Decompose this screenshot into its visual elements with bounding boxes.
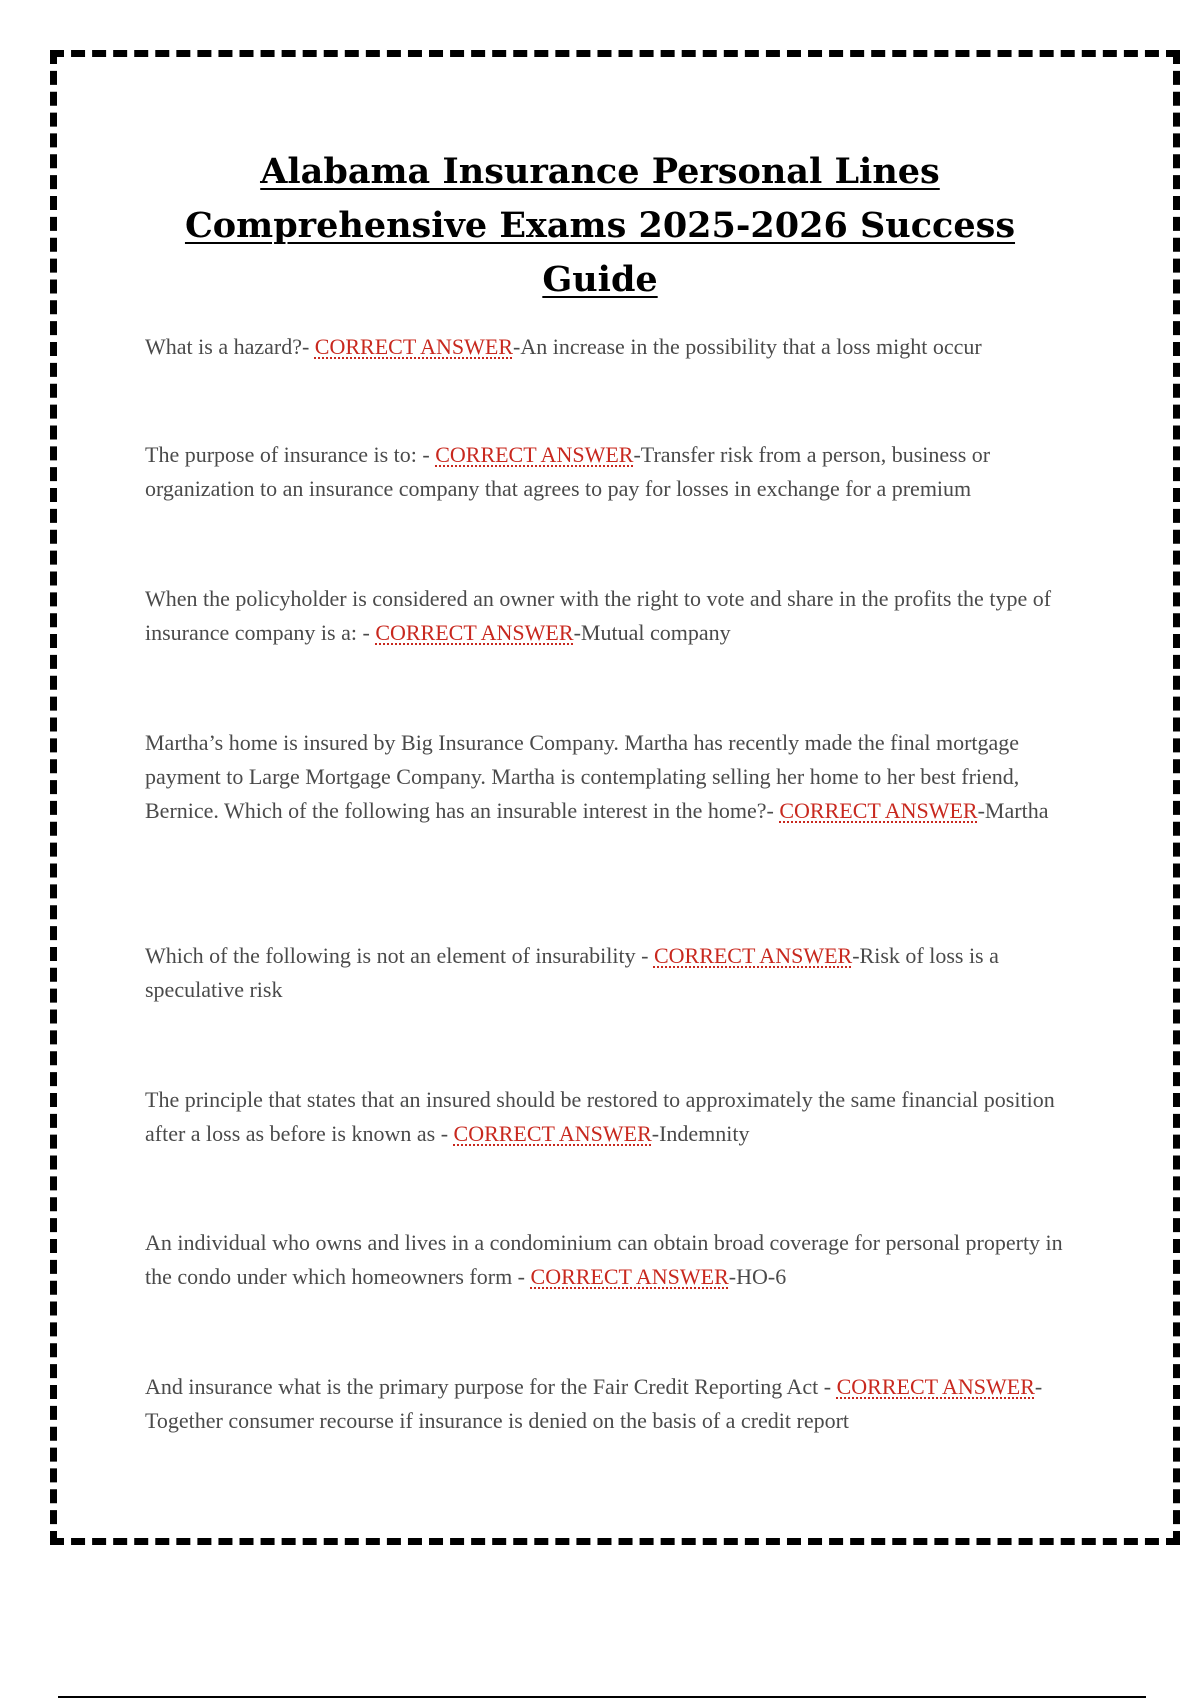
answer-text: -Mutual company bbox=[573, 620, 731, 645]
question-text: Which of the following is not an element of insurability - bbox=[145, 943, 654, 968]
question-text: Martha’s home is insured by Big Insurance Company. Martha has recently made the final mortgage payment to Large Mortgage Company. Martha is contemplating selling her home to her best friend, Bernice. Which of the following has an insurable interest in the home?- bbox=[145, 730, 1020, 823]
correct-answer-marker: CORRECT ANSWER bbox=[653, 943, 853, 968]
correct-answer-marker: CORRECT ANSWER bbox=[435, 442, 634, 467]
question-text: What is a hazard?- bbox=[145, 334, 315, 359]
question-text: When the policyholder is considered an owner with the right to vote and share in the profits the type of insurance company is a: - bbox=[145, 586, 1052, 645]
correct-answer-marker: CORRECT ANSWER bbox=[453, 1121, 652, 1146]
answer-text: -Transfer risk from a person, business or organization to an insurance company that agrees to pay for losses in exchange for a premium bbox=[145, 442, 991, 501]
answer-text: -Martha bbox=[977, 798, 1049, 823]
answer-text: -Together consumer recourse if insurance is denied on the basis of a credit report bbox=[145, 1374, 1043, 1433]
question-text: The principle that states that an insured should be restored to approximately the same financial position after a loss as before is known as - bbox=[145, 1087, 1055, 1146]
correct-answer-marker: CORRECT ANSWER bbox=[530, 1264, 729, 1289]
correct-answer-marker: CORRECT ANSWER bbox=[779, 798, 978, 823]
qa-item-7 bbox=[145, 1226, 1085, 1294]
answer-text: -HO-6 bbox=[728, 1264, 787, 1289]
answer-text: -An increase in the possibility that a loss might occur bbox=[513, 334, 982, 359]
qa-item-4 bbox=[145, 726, 1085, 828]
answer-text: -Risk of loss is a speculative risk bbox=[145, 943, 999, 1002]
correct-answer-marker: CORRECT ANSWER bbox=[836, 1374, 1035, 1399]
answer-text: -Indemnity bbox=[651, 1121, 750, 1146]
qa-item-3 bbox=[145, 582, 1085, 650]
correct-answer-marker: CORRECT ANSWER bbox=[314, 334, 514, 359]
qa-item-6 bbox=[145, 1083, 1085, 1151]
qa-item-2 bbox=[145, 438, 1085, 506]
qa-item-8 bbox=[145, 1370, 1085, 1438]
question-text: The purpose of insurance is to: - bbox=[145, 442, 436, 467]
question-text: An individual who owns and lives in a condominium can obtain broad coverage for personal property in the condo under which homeowners form - bbox=[145, 1230, 1063, 1289]
document-title: Alabama Insurance Personal Lines Comprehensive Exams 2025-2026 Success Guide bbox=[184, 151, 1016, 300]
question-text: And insurance what is the primary purpose for the Fair Credit Reporting Act - bbox=[145, 1374, 837, 1399]
qa-item-5 bbox=[145, 939, 1085, 1007]
footer-rule bbox=[58, 1696, 1146, 1698]
qa-item-1 bbox=[145, 330, 1085, 364]
correct-answer-marker: CORRECT ANSWER bbox=[375, 620, 574, 645]
